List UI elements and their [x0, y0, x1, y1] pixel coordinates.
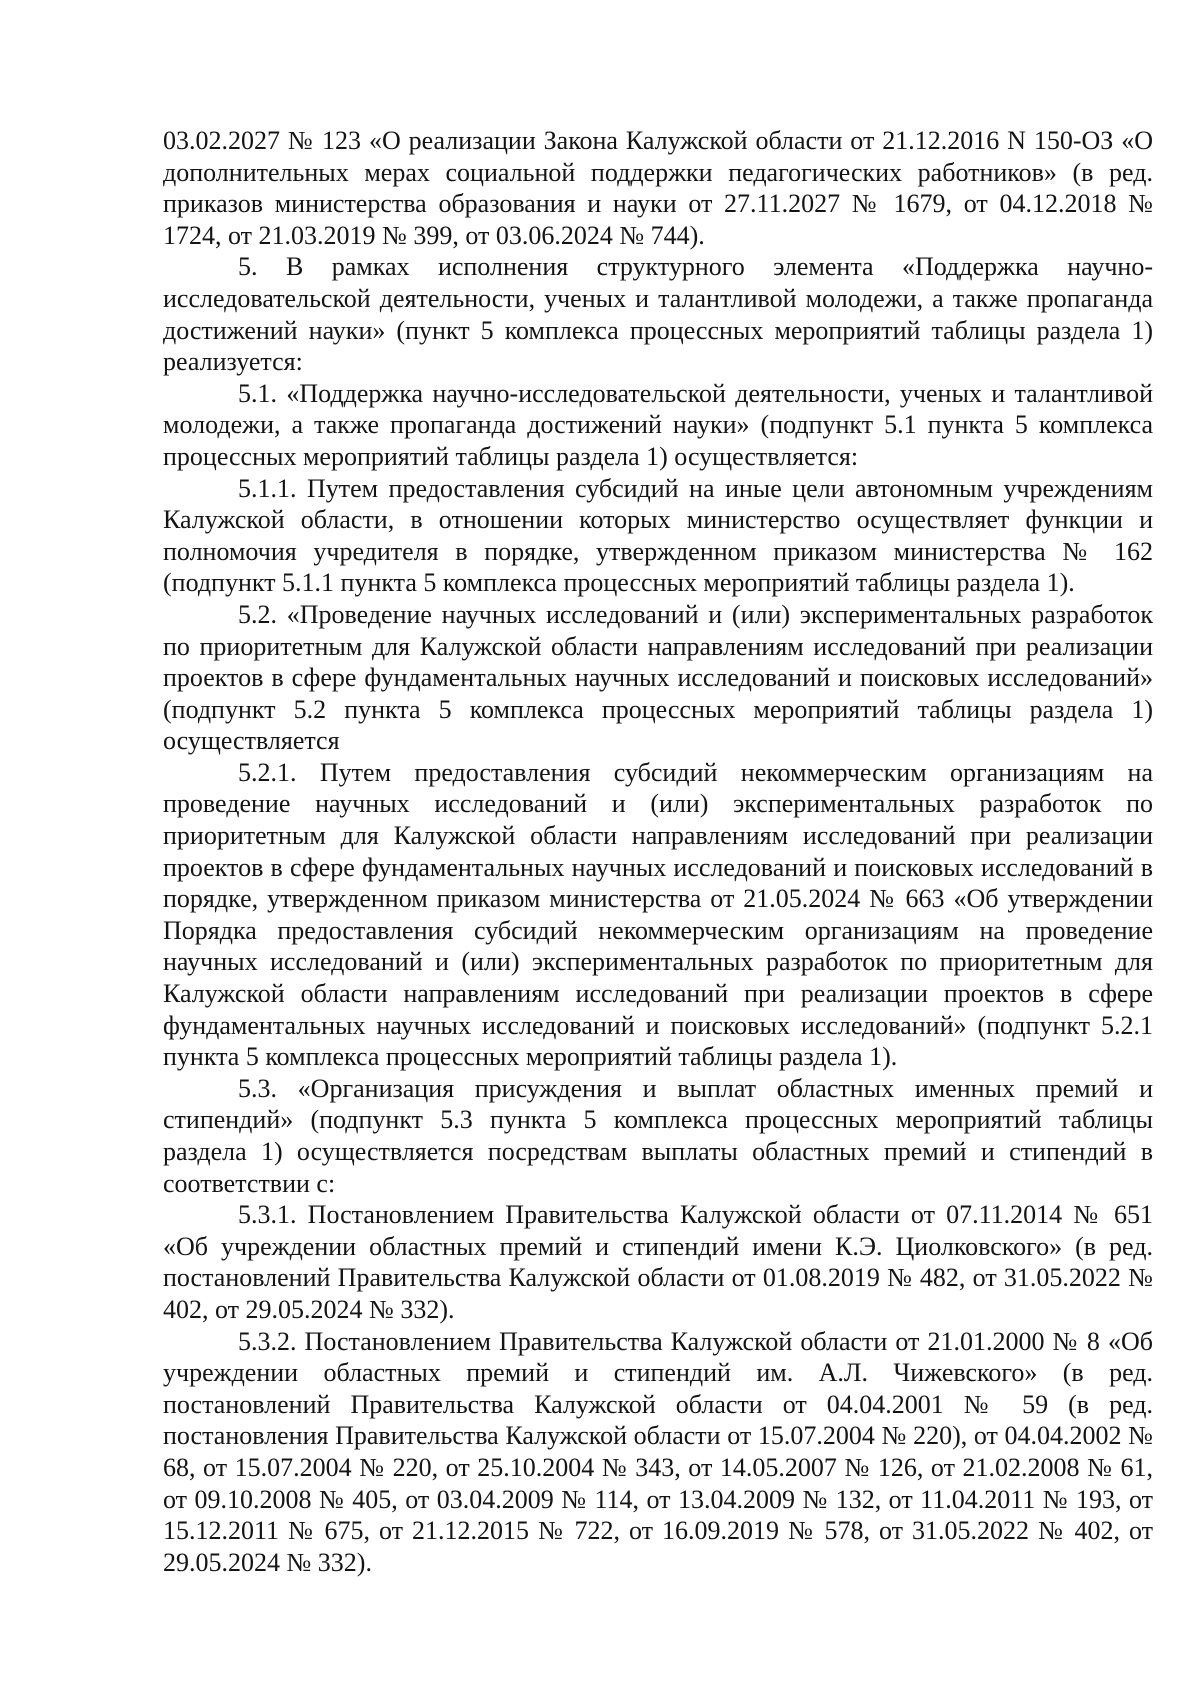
paragraph-item-5-1: 5.1. «Поддержка научно-исследовательской деятельности, ученых и талантливой молодежи, а также пропаганда достижений науки» (подпункт 5.1 пункта 5 комплекса процессных мероприятий таблицы раздела 1) осуществляется: [163, 378, 1153, 471]
paragraph-item-5-3: 5.3. «Организация присуждения и выплат областных именных премий и стипендий» (подпункт 5.3 пункта 5 комплекса процессных мероприятий таблицы раздела 1) осуществляется посредствам выплаты областных премий и стипендий в соответствии с: [163, 1073, 1153, 1198]
paragraph-continuation: 03.02.2027 № 123 «О реализации Закона Калужской области от 21.12.2016 N 150-ОЗ «О дополнительных мерах социальной поддержки педагогических работников» (в ред. приказов министерства образования и науки от 27.11.2027 № 1679, от 04.12.2018 № 1724, от 21.03.2019 № 399, от 03.06.2024 № 744). [163, 126, 1153, 250]
paragraph-item-5-2: 5.2. «Проведение научных исследований и (или) экспериментальных разработок по приоритетным для Калужской области направлениям исследований при реализации проектов в сфере фундаментальных научных исследований и поисковых исследований» (подпункт 5.2 пункта 5 комплекса процессных мероприятий таблицы раздела 1) осуществляется [163, 599, 1153, 756]
document-page [163, 125, 1153, 1578]
paragraph-item-5-2-1: 5.2.1. Путем предоставления субсидий некоммерческим организациям на проведение научных исследований и (или) экспериментальных разработок по приоритетным для Калужской области направлениям исследований при реализации проектов в сфере фундаментальных научных исследований и поисковых исследований в порядке, утвержденном приказом министерства от 21.05.2024 № 663 «Об утверждении Порядка предоставления субсидий некоммерческим организациям на проведение научных исследований и (или) экспериментальных разработок по приоритетным для Калужской области направлениям исследований при реализации проектов в сфере фундаментальных научных исследований и поисковых исследований» (подпункт 5.2.1 пункта 5 комплекса процессных мероприятий таблицы раздела 1). [163, 757, 1153, 1072]
paragraph-item-5-3-1: 5.3.1. Постановлением Правительства Калужской области от 07.11.2014 № 651 «Об учреждении областных премий и стипендий имени К.Э. Циолковского» (в ред. постановлений Правительства Калужской области от 01.08.2019 № 482, от 31.05.2022 № 402, от 29.05.2024 № 332). [163, 1200, 1153, 1324]
paragraph-item-5-1-1: 5.1.1. Путем предоставления субсидий на иные цели автономным учреждениям Калужской области, в отношении которых министерство осуществляет функции и полномочия учредителя в порядке, утвержденном приказом министерства № 162 (подпункт 5.1.1 пункта 5 комплекса процессных мероприятий таблицы раздела 1). [163, 473, 1153, 598]
paragraph-item-5-3-2: 5.3.2. Постановлением Правительства Калужской области от 21.01.2000 № 8 «Об учреждении областных премий и стипендий им. А.Л. Чижевского» (в ред. постановлений Правительства Калужской области от 04.04.2001 № 59 (в ред. постановления Правительства Калужской области от 15.07.2004 № 220), от 04.04.2002 № 68, от 15.07.2004 № 220, от 25.10.2004 № 343, от 14.05.2007 № 126, от 21.02.2008 № 61, от 09.10.2008 № 405, от 03.04.2009 № 114, от 13.04.2009 № 132, от 11.04.2011 № 193, от 15.12.2011 № 675, от 21.12.2015 № 722, от 16.09.2019 № 578, от 31.05.2022 № 402, от 29.05.2024 № 332). [163, 1326, 1153, 1577]
paragraph-item-5: 5. В рамках исполнения структурного элемента «Поддержка научно-исследовательской деятельности, ученых и талантливой молодежи, а также пропаганда достижений науки» (пункт 5 комплекса процессных мероприятий таблицы раздела 1) реализуется: [163, 252, 1153, 377]
